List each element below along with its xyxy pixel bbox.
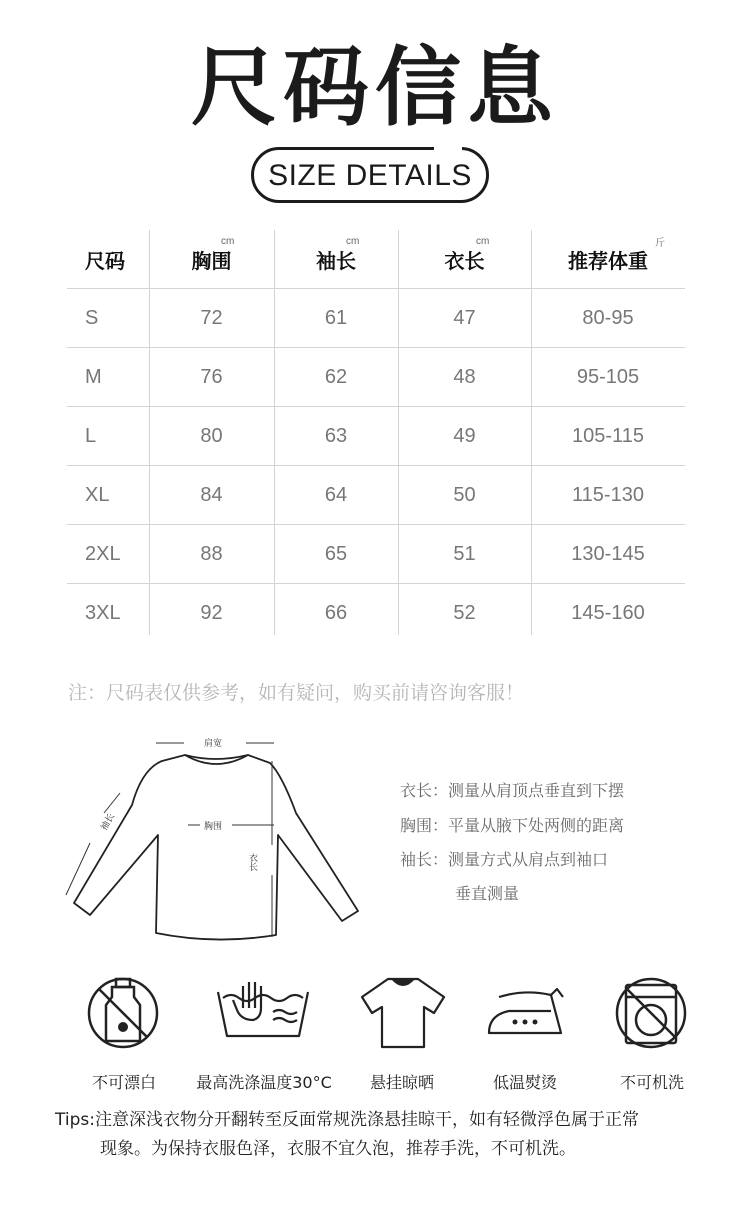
chest-cell: 84 bbox=[200, 483, 223, 506]
header-size: 尺码 bbox=[85, 250, 125, 273]
chest-label: 胸围 bbox=[204, 822, 223, 832]
sleeve-cell: 61 bbox=[324, 306, 348, 329]
shirt-outline-icon bbox=[60, 735, 370, 950]
size-cell: L bbox=[85, 424, 97, 447]
length-cell: 52 bbox=[453, 601, 476, 624]
shoulder-label: 肩宽 bbox=[204, 739, 223, 749]
sleeve-label: 袖长 bbox=[99, 811, 118, 833]
table-header-row bbox=[67, 230, 685, 289]
unit-label: cm bbox=[346, 236, 360, 247]
size-note: 注：尺码表仅供参考，如有疑问，购买前请咨询客服！ bbox=[68, 682, 525, 704]
measure-desc-chest: 胸围：平量从腋下处两侧的距离 bbox=[400, 816, 625, 835]
no-bleach-icon bbox=[84, 975, 162, 1054]
weight-cell: 115-130 bbox=[572, 483, 644, 506]
measure-desc-length: 衣长：测量从肩顶点垂直到下摆 bbox=[400, 781, 625, 800]
length-label: 衣长 bbox=[247, 853, 257, 871]
wash-temperature-icon bbox=[213, 978, 313, 1052]
size-cell: XL bbox=[85, 483, 110, 506]
care-label: 不可机洗 bbox=[619, 1073, 684, 1092]
tips-text bbox=[55, 1106, 720, 1164]
length-cell: 47 bbox=[453, 306, 476, 329]
page-title: 尺码信息 bbox=[191, 38, 559, 138]
subtitle-badge bbox=[251, 147, 489, 203]
size-cell: 3XL bbox=[85, 601, 121, 624]
care-label: 悬挂晾晒 bbox=[369, 1073, 434, 1092]
care-label: 最高洗涤温度30°C bbox=[196, 1073, 332, 1092]
size-table bbox=[67, 230, 685, 642]
weight-cell: 105-115 bbox=[572, 424, 644, 447]
table-row bbox=[67, 466, 685, 525]
length-cell: 50 bbox=[453, 483, 476, 506]
tips-line: Tips:注意深浅衣物分开翻转至反面常规洗涤悬挂晾干，如有轻微浮色属于正常 bbox=[55, 1110, 639, 1130]
chest-cell: 80 bbox=[200, 424, 223, 447]
length-cell: 48 bbox=[453, 365, 476, 388]
chest-cell: 88 bbox=[200, 542, 223, 565]
header-sleeve: 袖长 cm bbox=[316, 236, 360, 273]
sleeve-cell: 63 bbox=[324, 424, 348, 447]
no-machine-wash-icon bbox=[612, 975, 690, 1054]
tips-line: 现象。为保持衣服色泽，衣服不宜久泡，推荐手洗，不可机洗。 bbox=[100, 1139, 576, 1159]
sleeve-cell: 65 bbox=[324, 542, 348, 565]
length-cell: 49 bbox=[453, 424, 476, 447]
unit-label: cm bbox=[221, 236, 235, 247]
care-label: 低温熨烫 bbox=[492, 1073, 557, 1092]
weight-cell: 80-95 bbox=[582, 306, 634, 329]
size-cell: M bbox=[85, 365, 102, 388]
low-iron-icon bbox=[485, 985, 565, 1044]
header-chest: 胸围 cm bbox=[191, 236, 235, 273]
hang-dry-icon bbox=[358, 975, 448, 1054]
size-cell: 2XL bbox=[85, 542, 121, 565]
garment-diagram bbox=[60, 735, 370, 950]
weight-cell: 130-145 bbox=[571, 542, 645, 565]
care-label: 不可漂白 bbox=[91, 1073, 156, 1092]
sleeve-cell: 64 bbox=[324, 483, 348, 506]
table-row bbox=[67, 348, 685, 407]
unit-label: 斤 bbox=[655, 238, 665, 249]
chest-cell: 92 bbox=[200, 601, 223, 624]
measure-desc-sleeve-cont: 垂直测量 bbox=[455, 884, 520, 903]
table-row bbox=[67, 584, 685, 642]
sleeve-cell: 66 bbox=[324, 601, 348, 624]
table-row bbox=[67, 289, 685, 348]
header-length: 衣长 cm bbox=[444, 236, 490, 273]
weight-cell: 145-160 bbox=[571, 601, 645, 624]
weight-cell: 95-105 bbox=[576, 365, 640, 388]
table-row bbox=[67, 407, 685, 466]
chest-cell: 76 bbox=[200, 365, 223, 388]
subtitle-text: SIZE DETAILS bbox=[268, 159, 472, 192]
length-cell: 51 bbox=[453, 542, 476, 565]
measure-desc-sleeve: 袖长：测量方式从肩点到袖口 bbox=[400, 850, 609, 869]
chest-cell: 72 bbox=[200, 306, 223, 329]
size-cell: S bbox=[85, 306, 99, 329]
unit-label: cm bbox=[476, 236, 490, 247]
header-weight: 推荐体重 斤 bbox=[531, 230, 685, 288]
table-row bbox=[67, 525, 685, 584]
sleeve-cell: 62 bbox=[324, 365, 348, 388]
